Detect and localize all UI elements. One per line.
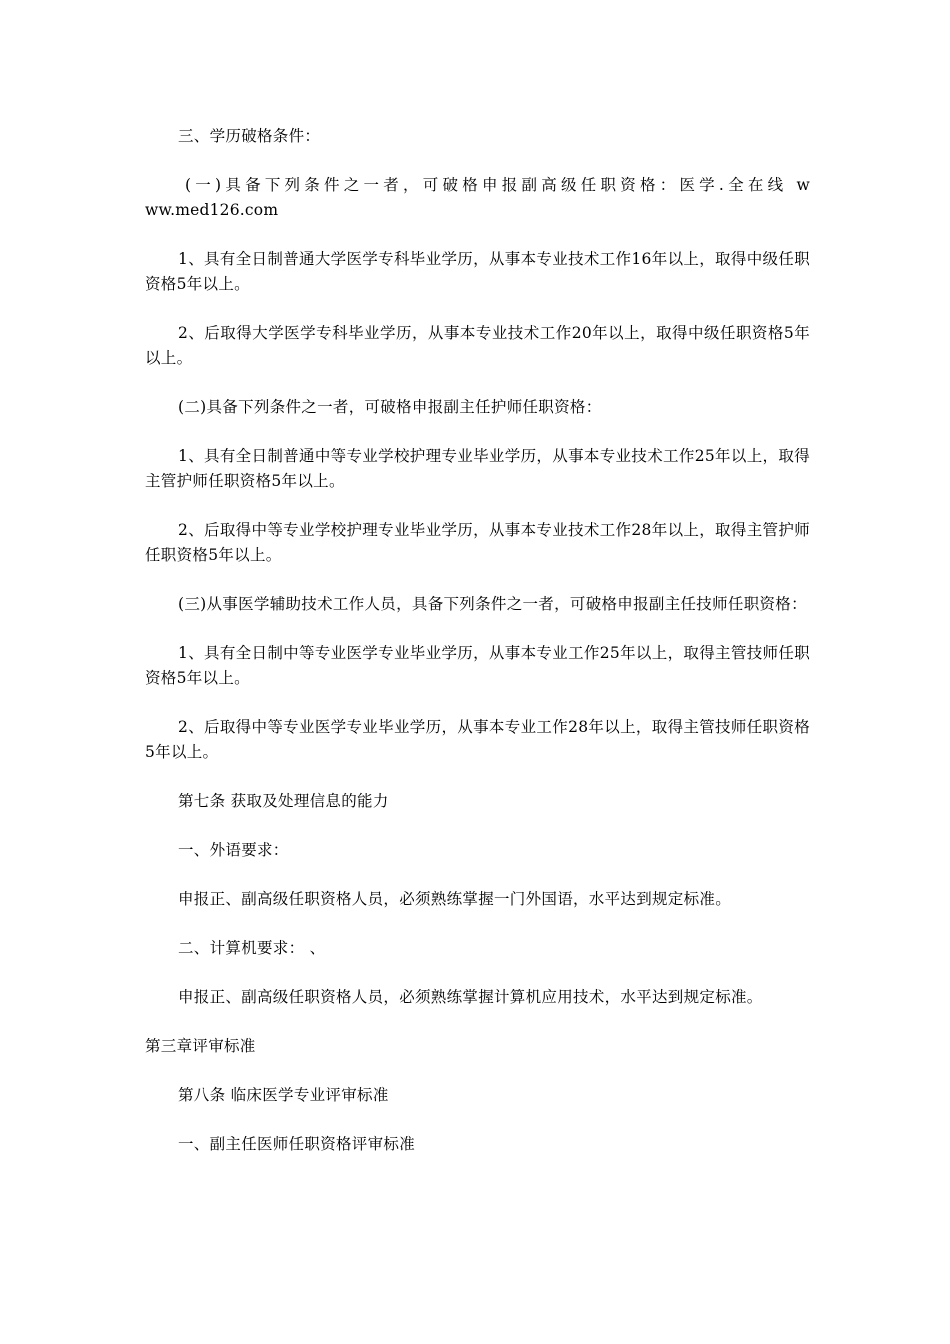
foreign-language-requirement: 申报正、副高级任职资格人员，必须熟练掌握一门外国语，水平达到规定标准。 xyxy=(178,890,732,908)
chapter-3-heading: 第三章评审标准 xyxy=(145,1037,256,1055)
article-8-heading: 第八条 临床医学专业评审标准 xyxy=(178,1086,389,1104)
clause-3-intro: (三)从事医学辅助技术工作人员，具备下列条件之一者，可破格申报副主任技师任职资格： xyxy=(178,595,807,613)
clause-2-intro: (二)具备下列条件之一者，可破格申报副主任护师任职资格： xyxy=(178,398,602,416)
article-7-heading: 第七条 获取及处理信息的能力 xyxy=(178,792,389,810)
computer-requirement: 申报正、副高级任职资格人员，必须熟练掌握计算机应用技术，水平达到规定标准。 xyxy=(178,988,763,1006)
computer-heading: 二、计算机要求： 、 xyxy=(178,939,326,957)
clause-2-item-1: 1、具有全日制普通中等专业学校护理专业毕业学历，从事本专业技术工作25年以上，取得主管护师任职资格5年以上。 xyxy=(145,447,810,490)
section-heading-education-exception: 三、学历破格条件： xyxy=(178,127,321,145)
foreign-language-heading: 一、外语要求： xyxy=(178,841,289,859)
associate-chief-physician-standard-heading: 一、副主任医师任职资格评审标准 xyxy=(178,1135,416,1153)
website-link-text: www.med126.com xyxy=(145,176,810,219)
clause-1-intro-text: (一)具备下列条件之一者，可破格申报副高级任职资格：医学.全在线 xyxy=(185,176,788,194)
clause-1-item-2: 2、后取得大学医学专科毕业学历，从事本专业技术工作20年以上，取得中级任职资格5年以上。 xyxy=(145,324,810,367)
clause-1-intro xyxy=(145,173,810,223)
clause-3-item-1: 1、具有全日制中等专业医学专业毕业学历，从事本专业工作25年以上，取得主管技师任职资格5年以上。 xyxy=(145,644,810,687)
clause-2-item-2: 2、后取得中等专业学校护理专业毕业学历，从事本专业技术工作28年以上，取得主管护师任职资格5年以上。 xyxy=(145,521,810,564)
clause-3-item-2: 2、后取得中等专业医学专业毕业学历，从事本专业工作28年以上，取得主管技师任职资格5年以上。 xyxy=(145,718,810,761)
clause-1-item-1: 1、具有全日制普通大学医学专科毕业学历，从事本专业技术工作16年以上，取得中级任职资格5年以上。 xyxy=(145,250,810,293)
document-body xyxy=(145,124,810,1181)
